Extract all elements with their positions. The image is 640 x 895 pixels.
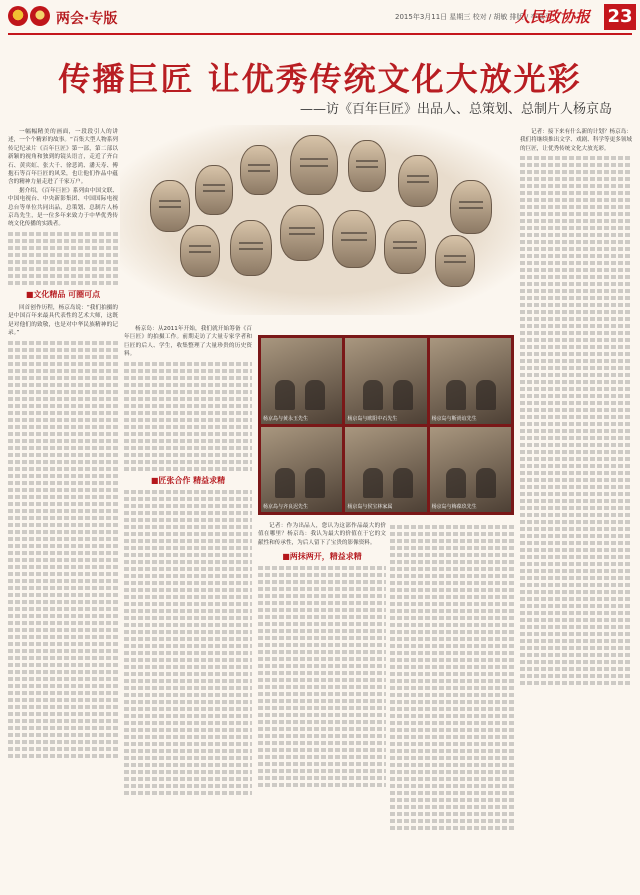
portrait-face: [290, 135, 338, 195]
text-column-1: [8, 128, 118, 888]
text-column-4: [390, 522, 514, 888]
portrait-face: [450, 180, 492, 234]
page-header: [0, 0, 640, 36]
paragraph: 回首创作历程，杨京岛说：“我们拍摄的是中国百年来最具代表性的艺术大师，这既是对他们的致敬，也是对中华民族精神的记录。”: [8, 304, 118, 337]
portrait-face: [332, 210, 376, 268]
photo: [345, 427, 426, 513]
photo: [345, 338, 426, 424]
newspaper-brand: 人民政协报: [515, 8, 591, 26]
photo-caption: 杨京岛与梅葆玖先生: [431, 504, 477, 510]
portrait-face: [240, 145, 278, 195]
portrait-face: [348, 140, 386, 192]
section-heading: ■两抹两开，精益求精: [282, 552, 362, 562]
cppcc-emblem-icon: [30, 6, 50, 26]
photo-caption: 杨京岛与侯宝林家属: [347, 504, 393, 510]
text-column-3: [258, 522, 386, 888]
national-emblem-icon: [8, 6, 28, 26]
headline: 传播巨匠 让优秀传统文化大放光彩: [58, 60, 582, 98]
photo: [430, 338, 511, 424]
portrait-face: [195, 165, 233, 215]
paragraph: 记者：作为出品人，您认为这部作品最大的价值在哪里？杨京岛：我认为最大的价值在于它的文献性和传承性，为后人留下了宝贵的影像资料。: [258, 523, 386, 546]
photo-caption: 杨京岛与黄永玉先生: [263, 415, 309, 422]
portrait-face: [398, 155, 438, 207]
portrait-collage: [120, 125, 520, 315]
page-number: 23: [604, 4, 636, 30]
portrait-face: [280, 205, 324, 261]
section-heading: ■文化精品 可圈可点: [25, 289, 101, 299]
portrait-face: [435, 235, 475, 287]
portrait-face: [230, 220, 272, 276]
paragraph: 杨京岛：从2011年开始，我们就开始筹备《百年巨匠》的拍摄工作。前期走访了大量专家学者和巨匠的后人、学生，收集整理了大量珍贵的历史资料。: [124, 326, 252, 358]
paragraph: 据介绍，《百年巨匠》系列由中国文联、中国电视台、中央新影集团、中国国际电视总台等单位共同出品，总策划、总制片人杨京岛先生，是一位多年来致力于中华优秀传统文化传播的实践者。: [8, 187, 118, 228]
paragraph: 记者：接下来有什么新的计划？杨京岛：我们将继续推出文学、戏剧、科学等更多领域的巨匠，让优秀传统文化大放光彩。: [520, 129, 632, 152]
photo: [261, 427, 342, 513]
photo-caption: 杨京岛与欧阳中石先生: [347, 415, 398, 422]
text-column-2: [124, 325, 252, 888]
photo-caption: 杨京岛与齐良迟先生: [263, 504, 309, 510]
photo: [261, 338, 342, 424]
section-title: 两会·专版: [56, 11, 118, 27]
portrait-face: [180, 225, 220, 277]
photo-grid: [258, 335, 514, 515]
photo-caption: 杨京岛与靳尚谊先生: [431, 415, 477, 422]
section-heading: ■匠张合作 精益求精: [150, 475, 226, 485]
portrait-face: [150, 180, 190, 232]
subheadline: ——访《百年巨匠》出品人、总策划、总制片人杨京岛: [300, 102, 613, 117]
paragraph: 一幅幅精美的画面，一段段引人的讲述，一个个精彩的故事。“百集大型人物系列传记纪录片《百年巨匠》第一部，第二部以新颖的视角和独到的镜头语言，走近了齐白石、黄宾虹、张大千、徐悲鸿、潘天寿、傅抱石等百年巨匠的风采，也让他们作品中蕴含的精神力量走进了千家万户。: [8, 129, 118, 186]
photo: [430, 427, 511, 513]
issue-meta: 2015年3月11日 星期三 校对 / 胡敏 排版 / 李慕平: [395, 13, 552, 21]
header-rule: [8, 33, 632, 35]
text-column-right-top: [520, 128, 632, 888]
portrait-face: [384, 220, 426, 274]
